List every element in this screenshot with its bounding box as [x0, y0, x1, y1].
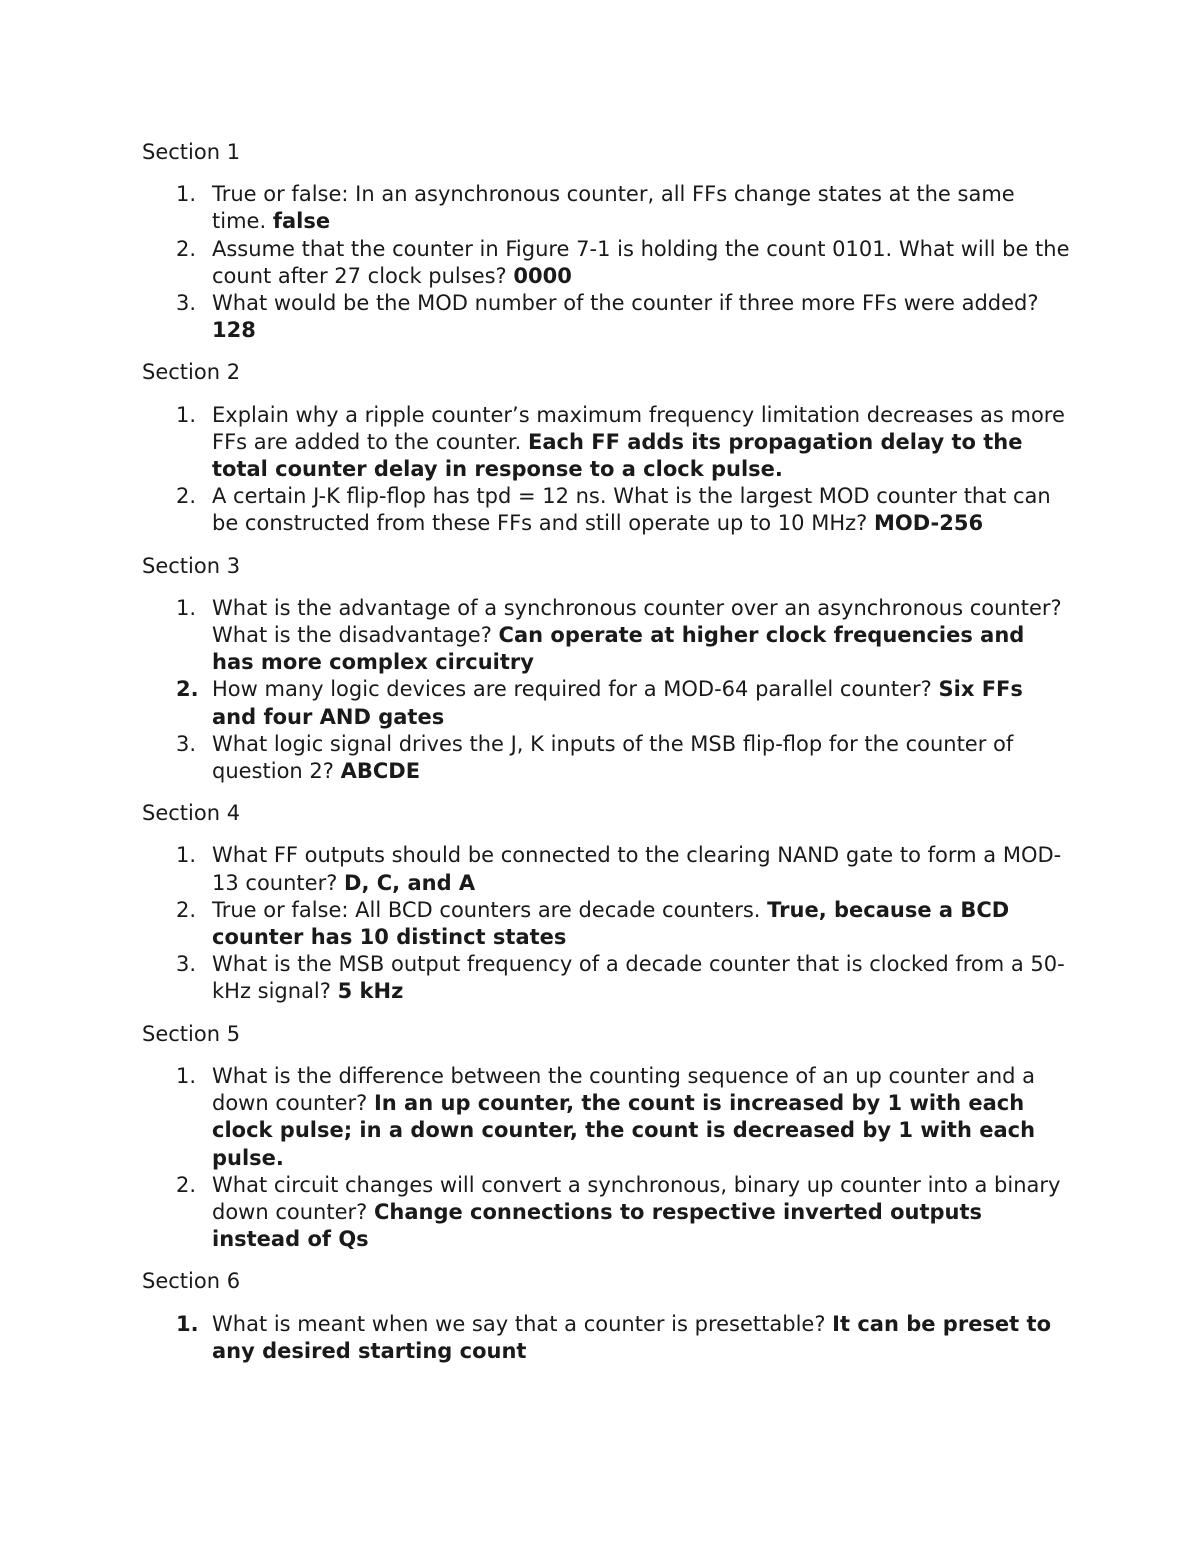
- section-heading: Section 4: [142, 801, 241, 826]
- question-item: [142, 676, 1072, 730]
- question-list: [142, 402, 1072, 538]
- answer-text: In an up counter, the count is increased by 1 with each clock pulse; in a down counter, the count is decreased by 1 with each pulse.: [212, 1091, 1036, 1170]
- section-4: [142, 800, 1072, 1005]
- section-heading: Section 6: [142, 1269, 241, 1294]
- section-3: [142, 553, 1072, 786]
- question-item: [142, 951, 1072, 1005]
- answer-text: It can be preset to any desired starting count: [212, 1311, 1051, 1363]
- section-heading: Section 2: [142, 360, 241, 385]
- section-heading: Section 5: [142, 1021, 241, 1046]
- question-text: How many logic devices are required for a MOD-64 parallel counter?: [212, 677, 932, 702]
- section-heading: Section 3: [142, 553, 241, 578]
- question-text: True or false: In an asynchronous counter, all FFs change states at the same time.: [212, 182, 1015, 234]
- question-item: [142, 402, 1072, 484]
- question-number: 2.: [176, 1172, 197, 1197]
- question-text: What is meant when we say that a counter is presettable?: [212, 1311, 826, 1336]
- question-number: 3.: [176, 291, 197, 316]
- question-number: 3.: [176, 952, 197, 977]
- question-text: What FF outputs should be connected to the clearing NAND gate to form a MOD-13 counter?: [212, 843, 1062, 895]
- question-number: 1.: [176, 595, 197, 620]
- document-body: [142, 139, 1072, 1380]
- section-heading: Section 1: [142, 140, 241, 164]
- question-item: [142, 595, 1072, 677]
- question-text: Assume that the counter in Figure 7-1 is holding the count 0101. What will be the count after 27 clock pulses?: [212, 236, 1070, 288]
- question-item: [142, 483, 1072, 537]
- question-number: 2.: [176, 236, 197, 261]
- question-text: What logic signal drives the J, K inputs of the MSB flip-flop for the counter of question 2?: [212, 731, 1014, 784]
- answer-text: D, C, and A: [344, 870, 476, 895]
- section-5: [142, 1021, 1072, 1254]
- answer-text: True, because a BCD counter has 10 distinct states: [212, 897, 1010, 950]
- question-item: [142, 1063, 1072, 1172]
- question-text: Explain why a ripple counter’s maximum frequency limitation decreases as more FFs are added to the counter.: [212, 402, 1065, 454]
- answer-text: MOD-256: [873, 511, 984, 536]
- question-text: What circuit changes will convert a synchronous, binary up counter into a binary down counter?: [212, 1172, 1061, 1224]
- answer-text: Six FFs and four AND gates: [212, 677, 1023, 729]
- question-number: 1.: [176, 843, 197, 868]
- question-list: [142, 1311, 1072, 1365]
- question-number: 1.: [176, 1311, 199, 1336]
- question-text: What would be the MOD number of the counter if three more FFs were added?: [212, 291, 1039, 316]
- question-item: [142, 842, 1072, 896]
- question-number: 1.: [176, 1063, 197, 1088]
- question-number: 2.: [176, 484, 197, 509]
- answer-text: 0000: [513, 263, 572, 288]
- question-list: [142, 595, 1072, 785]
- question-item: [142, 236, 1072, 290]
- question-number: 1.: [176, 402, 197, 427]
- answer-text: false: [272, 209, 331, 234]
- question-text: What is the difference between the counting sequence of an up counter and a down counter?: [212, 1063, 1036, 1116]
- question-item: [142, 181, 1072, 235]
- question-number: 3.: [176, 731, 197, 756]
- section-6: [142, 1268, 1072, 1365]
- question-item: [142, 731, 1072, 785]
- question-number: 2.: [176, 677, 199, 702]
- question-item: [142, 1172, 1072, 1254]
- answer-text: 128: [212, 318, 256, 343]
- answer-text: Change connections to respective inverted outputs instead of Qs: [212, 1199, 983, 1252]
- answer-text: Can operate at higher clock frequencies and has more complex circuitry: [212, 623, 1025, 675]
- answer-text: Each FF adds its propagation delay to the total counter delay in response to a clock pulse.: [212, 429, 1023, 482]
- question-list: [142, 181, 1072, 344]
- question-item: [142, 1311, 1072, 1365]
- question-number: 2.: [176, 897, 197, 922]
- question-text: What is the MSB output frequency of a decade counter that is clocked from a 50-kHz signal?: [212, 952, 1065, 1004]
- question-text: What is the advantage of a synchronous counter over an asynchronous counter? What is the disadvantage?: [212, 595, 1062, 648]
- question-number: 1.: [176, 182, 197, 207]
- question-item: [142, 897, 1072, 951]
- question-text: A certain J-K flip-flop has tpd = 12 ns. What is the largest MOD counter that can be constructed from these FFs and still operate up to 10 MHz?: [212, 484, 1051, 536]
- question-list: [142, 1063, 1072, 1253]
- section-1: [142, 139, 1072, 344]
- question-list: [142, 842, 1072, 1005]
- question-text: True or false: All BCD counters are decade counters.: [212, 897, 761, 922]
- answer-text: ABCDE: [340, 759, 421, 784]
- question-item: [142, 290, 1072, 344]
- section-2: [142, 359, 1072, 537]
- answer-text: 5 kHz: [337, 979, 404, 1004]
